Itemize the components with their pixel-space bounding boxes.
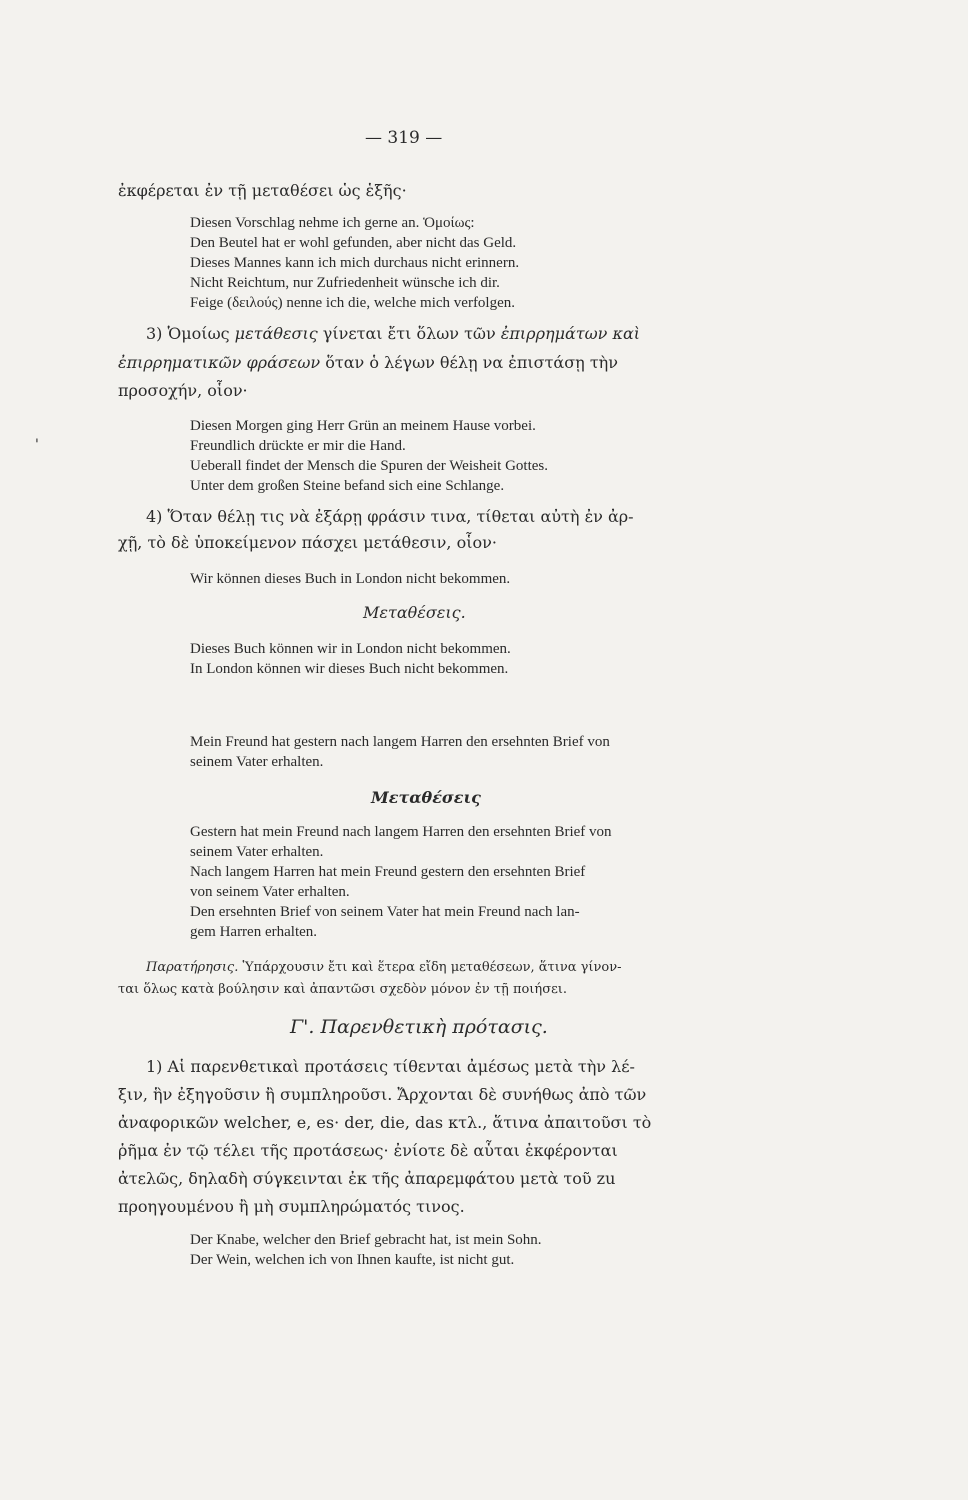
section3-term: μετάθεσις — [234, 324, 318, 343]
intro-line: ἐκφέρεται ἐν τῇ μεταθέσει ὡς ἑξῆς· — [118, 181, 407, 200]
section3-word2: γίνεται ἔτι ὅλων τῶν — [322, 324, 496, 343]
section4-line1: 4) Ὅταν θέλῃ τις νὰ ἐξάρῃ φράσιν τινα, τίθεται αὐτὴ ἐν ἀρ- — [146, 507, 634, 526]
remark-label: Παρατήρησις. — [146, 960, 239, 975]
section3-line2 — [118, 353, 618, 373]
example-c-variant-1: Gestern hat mein Freund nach langem Harren den ersehnten Brief von — [190, 824, 612, 840]
section3-num: 3) — [146, 324, 163, 343]
section3-line1 — [146, 324, 640, 344]
section1-example-1: Der Knabe, welcher den Brief gebracht hat, ist mein Sohn. — [190, 1232, 542, 1248]
example-c-variant-6: gem Harren erhalten. — [190, 924, 318, 940]
section1-example-2: Der Wein, welchen ich von Ihnen kaufte, ist nicht gut. — [190, 1252, 515, 1268]
remark-text-1: Ὑπάρχουσιν ἔτι καὶ ἕτερα εἴδη μεταθέσεων, ἅτινα γίνον- — [242, 960, 622, 975]
example-a-5: Feige (δειλούς) nenne ich die, welche mich verfolgen. — [190, 295, 516, 311]
example-a-4: Nicht Reichtum, nur Zufriedenheit wünsche ich dir. — [190, 275, 500, 291]
example-b-2: Freundlich drückte er mir die Hand. — [190, 438, 406, 454]
section3-line2-text: ὅταν ὁ λέγων θέλῃ να ἐπιστάσῃ τὴν — [325, 353, 618, 372]
page-number: — 319 — — [365, 128, 443, 148]
section3-word1: Ὁμοίως — [167, 324, 230, 343]
example-c-variant-5: Den ersehnten Brief von seinem Vater hat mein Freund nach lan- — [190, 904, 580, 920]
section3-term3: ἐπιρρηματικῶν φράσεων — [118, 353, 321, 372]
example-c-label: Μεταθέσεις — [371, 788, 481, 807]
section1-line4: ῥῆμα ἐν τῷ τέλει τῆς προτάσεως· ἐνίοτε δὲ αὗται ἐκφέρονται — [118, 1141, 618, 1160]
section-heading: Γ'. Παρενθετικὴ πρότασις. — [290, 1016, 548, 1038]
section4-label: Μεταθέσεις. — [363, 603, 466, 622]
section1-line5: ἀτελῶς, δηλαδὴ σύγκεινται ἐκ τῆς ἀπαρεμφάτου μετὰ τοῦ zu — [118, 1169, 616, 1188]
example-c-variant-4: von seinem Vater erhalten. — [190, 884, 350, 900]
section4-example: Wir können dieses Buch in London nicht bekommen. — [190, 571, 511, 587]
section4-line2: χῇ, τὸ δὲ ὑποκείμενον πάσχει μετάθεσιν, οἷον· — [118, 533, 497, 552]
example-a-1: Diesen Vorschlag nehme ich gerne an. Ὁμοίως: — [190, 215, 475, 231]
section3-line3: προσοχήν, οἷον· — [118, 381, 248, 400]
margin-mark: ' — [35, 437, 39, 453]
section1-line6: προηγουμένου ἢ μὴ συμπληρώματός τινος. — [118, 1197, 465, 1216]
section1-line1: 1) Αἱ παρενθετικαὶ προτάσεις τίθενται ἀμέσως μετὰ τὴν λέ- — [146, 1057, 635, 1076]
example-c-line1: Mein Freund hat gestern nach langem Harren den ersehnten Brief von — [190, 734, 610, 750]
example-c-variant-3: Nach langem Harren hat mein Freund gestern den ersehnten Brief — [190, 864, 586, 880]
section3-term2: ἐπιρρημάτων καὶ — [500, 324, 641, 343]
example-a-3: Dieses Mannes kann ich mich durchaus nicht erinnern. — [190, 255, 520, 271]
section4-variant-2: In London können wir dieses Buch nicht bekommen. — [190, 661, 509, 677]
remark-line2: ται ὅλως κατὰ βούλησιν καὶ ἀπαντῶσι σχεδὸν μόνον ἐν τῇ ποιήσει. — [118, 982, 568, 997]
section4-variant-1: Dieses Buch können wir in London nicht bekommen. — [190, 641, 511, 657]
example-b-1: Diesen Morgen ging Herr Grün an meinem Hause vorbei. — [190, 418, 536, 434]
example-b-4: Unter dem großen Steine befand sich eine Schlange. — [190, 478, 505, 494]
example-b-3: Ueberall findet der Mensch die Spuren der Weisheit Gottes. — [190, 458, 548, 474]
example-c-line2: seinem Vater erhalten. — [190, 754, 324, 770]
section1-line2: ξιν, ἣν ἐξηγοῦσιν ἢ συμπληροῦσι. Ἄρχονται δὲ συνήθως ἀπὸ τῶν — [118, 1085, 647, 1104]
example-c-variant-2: seinem Vater erhalten. — [190, 844, 324, 860]
remark-line1 — [146, 958, 622, 978]
section1-line3: ἀναφορικῶν welcher, e, es· der, die, das κτλ., ἅτινα ἀπαιτοῦσι τὸ — [118, 1113, 652, 1132]
example-a-2: Den Beutel hat er wohl gefunden, aber nicht das Geld. — [190, 235, 517, 251]
